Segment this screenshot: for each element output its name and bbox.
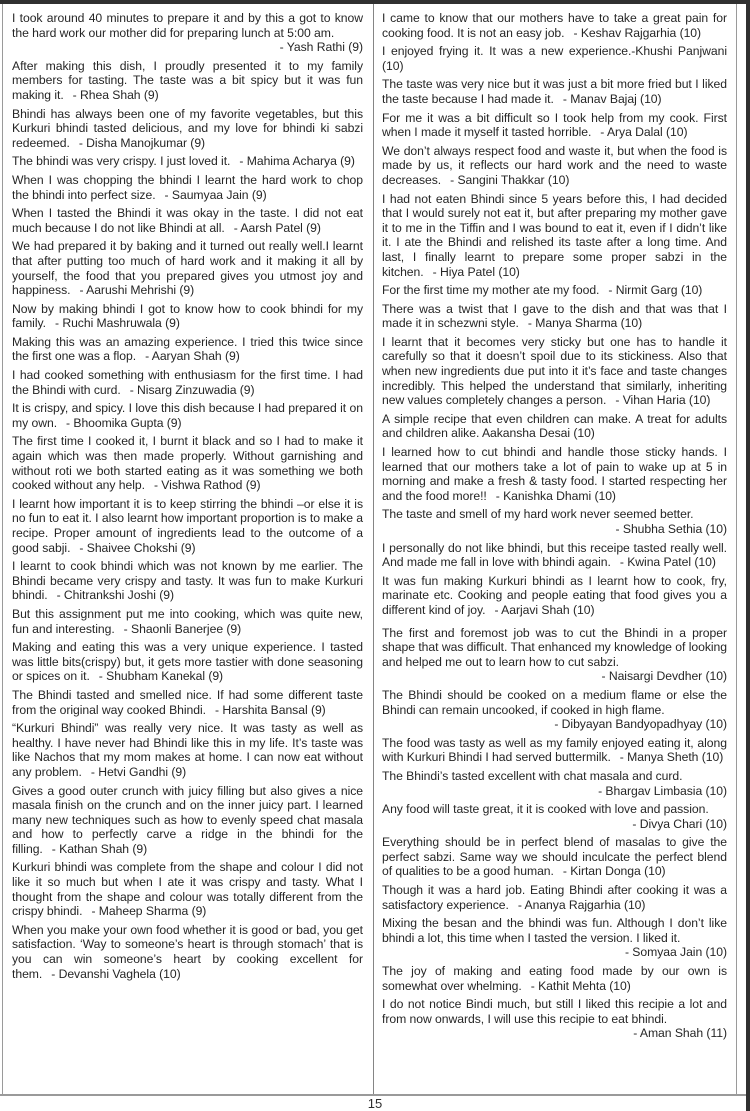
testimonial-attribution: - Maheep Sharma (9) — [91, 904, 207, 919]
testimonial-text: When I was chopping the bhindi I learnt the hard work to chop the bhindi into perfect size. — [12, 172, 363, 202]
testimonial-text: I learnt to cook bhindi which was not known by me earlier. The Bhindi became very crispy and tasty. It was fun to make Kurkuri bhindi. — [12, 559, 363, 603]
testimonial-attribution: - Chitrankshi Joshi (9) — [56, 588, 174, 603]
testimonial-text: Making and eating this was a very unique experience. I tasted was little bits(crispy) but, it gets more tastier with done seasoning or spices on it. — [12, 640, 363, 684]
testimonial-text: “Kurkuri Bhindi” was really very nice. It was tasty as well as healthy. I have never had Bhindi like this in my life. It’s taste was like Nachos that my mom makes at home. I can now eat without any problem. — [12, 721, 363, 779]
testimonial-paragraph — [12, 640, 363, 684]
testimonial-text: Gives a good outer crunch with juicy filling but also gives a nice masala finish on the crunch and on the inner juicy part. I learned many new techniques such as how to evenly speed chat masala and how to perfectly carve a ridge in the bhindi for the filling. — [12, 783, 363, 856]
testimonial-paragraph — [382, 283, 727, 298]
testimonial-paragraph — [382, 964, 727, 993]
testimonial-attribution: - Shaivee Chokshi (9) — [79, 540, 196, 555]
testimonial-paragraph — [12, 11, 363, 55]
testimonial-paragraph — [382, 412, 727, 441]
testimonial-attribution: - Aaryan Shah (9) — [145, 349, 240, 364]
testimonial-paragraph — [12, 173, 363, 202]
testimonial-attribution: - Aarsh Patel (9) — [233, 220, 321, 235]
testimonial-paragraph — [12, 721, 363, 779]
testimonial-text: The food was tasty as well as my family enjoyed eating it, along with Kurkuri Bhindi I had served buttermilk. — [382, 735, 727, 765]
testimonial-paragraph — [382, 626, 727, 684]
testimonial-attribution: - Vihan Haria (10) — [615, 393, 711, 408]
testimonial-text: After making this dish, I proudly presented it to my family members for tasting. The taste was a bit spicy but it was fun making it. — [12, 58, 363, 102]
testimonial-paragraph — [382, 445, 727, 503]
testimonial-text: A simple recipe that even children can make. A treat for adults and children alike. Aakansha Desai (10) — [382, 411, 727, 441]
testimonial-text: Everything should be in perfect blend of masalas to give the perfect sabzi. Same way we should inculcate the perfect blend of qualities to be a good human. — [382, 835, 727, 879]
testimonial-text: I enjoyed frying it. It was a new experience.-Khushi Panjwani (10) — [382, 44, 727, 73]
testimonial-attribution: - Kathan Shah (9) — [51, 841, 148, 856]
testimonial-paragraph — [12, 434, 363, 492]
testimonial-attribution: - Kanishka Dhami (10) — [495, 488, 616, 503]
testimonial-paragraph — [382, 144, 727, 188]
page-right-edge — [746, 0, 750, 1111]
testimonial-paragraph — [382, 835, 727, 879]
testimonial-attribution: - Aman Shah (11) — [633, 1026, 727, 1041]
testimonial-text: For the first time my mother ate my food. — [382, 283, 600, 298]
testimonial-text: The Bhindi should be cooked on a medium flame or else the Bhindi can remain uncooked, if cooked in high flame. — [382, 687, 727, 717]
testimonial-text: I learnt that it becomes very sticky but one has to handle it carefully so that it doesn’t spoil due to its stickiness. Also that when new ingredients due put into it it’s face and taste changes incredibly. This helped the understand that similarly, inheriting new values completely changes a person. — [382, 334, 727, 408]
testimonial-attribution: - Rhea Shah (9) — [72, 87, 159, 102]
testimonial-paragraph — [382, 335, 727, 408]
testimonial-attribution: - Hetvi Gandhi (9) — [90, 764, 187, 779]
testimonial-attribution: - Yash Rathi (9) — [279, 40, 363, 55]
testimonial-text: But this assignment put me into cooking, which was quite new, fun and interesting. — [12, 606, 363, 636]
testimonial-attribution: - Hiya Patel (10) — [432, 264, 520, 279]
testimonial-paragraph — [12, 107, 363, 151]
testimonial-text: I do not notice Bindi much, but still I liked this recipie a lot and from now onwards, I will use this recipie to eat bhindi. — [382, 997, 727, 1026]
testimonial-text: We don’t always respect food and waste it, but when the food is made by us, it reflects our hard work and the need to waste decreases. — [382, 143, 727, 187]
testimonial-attribution: - Bhoomika Gupta (9) — [66, 415, 182, 430]
testimonial-attribution: - Devanshi Vaghela (10) — [51, 966, 181, 981]
testimonial-paragraph — [382, 541, 727, 570]
testimonial-text: The Bhindi’s tasted excellent with chat masala and curd. — [382, 768, 683, 783]
testimonial-text: There was a twist that I gave to the dish and that was that I made it in schezwni style. — [382, 301, 727, 331]
testimonial-paragraph — [12, 559, 363, 603]
testimonial-paragraph — [382, 574, 727, 618]
testimonial-attribution: - Kirtan Donga (10) — [562, 864, 666, 879]
testimonial-text: Any food will taste great, it it is cooked with love and passion. — [382, 802, 709, 817]
testimonial-paragraph — [382, 997, 727, 1041]
testimonial-text: When you make your own food whether it is good or bad, you get satisfaction. ‘Way to someone’s heart is through stomach’ that is you can win someone’s heart by cooking excellent for them. — [12, 922, 363, 981]
testimonial-attribution: - Dibyayan Bandyopadhyay (10) — [554, 717, 727, 732]
testimonial-paragraph — [12, 206, 363, 235]
testimonial-paragraph — [382, 736, 727, 765]
testimonial-attribution: - Mahima Acharya (9) — [239, 154, 355, 169]
testimonial-text: I came to know that our mothers have to take a great pain for cooking food. It is not an easy job. — [382, 11, 727, 40]
testimonial-attribution: - Somyaa Jain (10) — [624, 945, 727, 960]
testimonial-paragraph — [382, 111, 727, 140]
testimonial-paragraph — [12, 302, 363, 331]
testimonial-text: Bhindi has always been one of my favorite vegetables, but this Kurkuri bhindi tasted delicious, and my love for bhindi ki sabzi redeemed. — [12, 106, 363, 150]
testimonial-text: For me it was a bit difficult so I took help from my cook. First when I made it myself it tasted horrible. — [382, 110, 727, 140]
testimonial-paragraph — [12, 335, 363, 364]
testimonial-paragraph — [382, 77, 727, 106]
testimonial-attribution: - Aarushi Mehrishi (9) — [79, 283, 195, 298]
testimonial-text: The taste was very nice but it was just a bit more fried but I liked the taste because I had made it. — [382, 77, 727, 106]
testimonial-attribution: - Naisargi Devdher (10) — [601, 669, 727, 684]
testimonial-text: I had cooked something with enthusiasm for the first time. I had the Bhindi with curd. — [12, 368, 363, 397]
testimonial-text: When I tasted the Bhindi it was okay in the taste. I did not eat much because I do not like Bhindi at all. — [12, 206, 363, 235]
testimonial-attribution: - Nisarg Zinzuwadia (9) — [129, 382, 255, 397]
testimonial-attribution: - Shubham Kanekal (9) — [98, 669, 224, 684]
testimonial-paragraph — [382, 44, 727, 73]
testimonial-text: Kurkuri bhindi was complete from the shape and colour I did not like it so much but when I ate it was crispy and tasty. What I thought from the shape and colour was totally different from the crispy bhindi. — [12, 860, 363, 919]
testimonial-text: We had prepared it by baking and it turned out really well.I learnt that after putting too much of hard work and it making it all by yourself, the food that you prepared gives you utmost joy and happiness. — [12, 239, 363, 298]
testimonial-paragraph — [12, 59, 363, 103]
testimonial-paragraph — [12, 497, 363, 555]
testimonial-attribution: - Manya Sheth (10) — [619, 750, 724, 765]
testimonial-paragraph — [382, 916, 727, 960]
testimonial-attribution: - Ruchi Mashruwala (9) — [54, 316, 180, 331]
testimonial-text: Though it was a hard job. Eating Bhindi after cooking it was a satisfactory experience. — [382, 883, 727, 912]
testimonial-paragraph — [382, 688, 727, 732]
testimonial-text: It is crispy, and spicy. I love this dish because I had prepared it on my own. — [12, 401, 363, 430]
testimonial-text: Mixing the besan and the bhindi was fun. Although I don’t like bhindi a lot, this time when I tasted the version. I liked it. — [382, 916, 727, 945]
testimonial-paragraph — [382, 11, 727, 40]
testimonial-paragraph — [382, 302, 727, 331]
page-top-edge — [0, 0, 750, 4]
page-number: 15 — [367, 1096, 383, 1111]
testimonial-attribution: - Shaonli Banerjee (9) — [123, 621, 242, 636]
testimonial-text: Now by making bhindi I got to know how to cook bhindi for my family. — [12, 301, 363, 331]
testimonial-paragraph — [12, 239, 363, 297]
testimonial-attribution: - Kathit Mehta (10) — [530, 978, 631, 993]
testimonial-text: Making this was an amazing experience. I tried this twice since the first one was a flop. — [12, 334, 363, 364]
testimonial-paragraph — [12, 368, 363, 397]
testimonial-attribution: - Nirmit Garg (10) — [608, 283, 703, 298]
testimonial-attribution: - Keshav Rajgarhia (10) — [573, 25, 702, 40]
testimonial-attribution: - Ananya Rajgarhia (10) — [517, 897, 646, 912]
testimonial-paragraph — [12, 784, 363, 857]
testimonial-paragraph — [12, 154, 363, 169]
testimonial-text: I had not eaten Bhindi since 5 years before this, I had decided that I would surely not eat it, but after preparing my mother gave it to me in the Tiffin and I was bound to eat it, even if I didn’t like it. I ate the Bhindi and relished its taste after a long time. And last, I finally learnt to prepare some proper sabzi in the kitchen. — [382, 191, 727, 279]
testimonial-attribution: - Sangini Thakkar (10) — [450, 172, 570, 187]
testimonial-text: The joy of making and eating food made by our own is somewhat over whelming. — [382, 964, 727, 993]
testimonials-content — [2, 4, 737, 1094]
testimonial-attribution: - Aarjavi Shah (10) — [494, 602, 595, 617]
testimonial-attribution: - Manya Sharma (10) — [527, 316, 643, 331]
testimonial-attribution: - Kwina Patel (10) — [619, 555, 716, 570]
testimonial-attribution: - Vishwa Rathod (9) — [153, 478, 261, 493]
testimonial-text: I learnt how important it is to keep stirring the bhindi –or else it is no fun to eat it. I also learnt how important proportion is to make a recipe. Proper amount of ingredients lead to the outcome of a good sabji. — [12, 496, 363, 555]
testimonial-paragraph — [382, 802, 727, 831]
testimonial-paragraph — [12, 923, 363, 981]
testimonial-text: The Bhindi tasted and smelled nice. If had some different taste from the original way cooked Bhindi. — [12, 687, 363, 717]
testimonial-attribution: - Saumyaa Jain (9) — [164, 187, 267, 202]
testimonial-text: I personally do not like bhindi, but this receipe tasted really well. And made me fall in love with bhindi again. — [382, 540, 727, 570]
testimonial-attribution: - Shubha Sethia (10) — [615, 522, 727, 536]
testimonial-paragraph — [12, 607, 363, 636]
testimonial-paragraph — [12, 860, 363, 918]
testimonial-paragraph — [12, 688, 363, 717]
testimonial-attribution: - Harshita Bansal (9) — [214, 702, 326, 717]
testimonial-paragraph — [382, 507, 727, 536]
testimonial-attribution: - Manav Bajaj (10) — [562, 91, 662, 106]
testimonial-attribution: - Disha Manojkumar (9) — [78, 135, 206, 150]
testimonial-paragraph — [12, 401, 363, 430]
testimonial-paragraph — [382, 192, 727, 280]
testimonial-text: The first time I cooked it, I burnt it black and so I had to make it again which was then made properly. Without garnishing and without roti we both started eating as it was something we both cooked without any help. — [12, 434, 363, 493]
testimonial-paragraph — [382, 883, 727, 912]
testimonial-text: The bhindi was very crispy. I just loved it. — [12, 154, 231, 169]
testimonial-paragraph — [382, 769, 727, 798]
testimonial-attribution: - Divya Chari (10) — [632, 816, 727, 831]
testimonial-attribution: - Bhargav Limbasia (10) — [598, 783, 727, 798]
testimonial-text: I took around 40 minutes to prepare it and by this a got to know the hard work our mother did for preparing lunch at 5:00 am. — [12, 11, 363, 40]
right-column — [374, 4, 736, 1094]
testimonial-text: I learned how to cut bhindi and handle those sticky hands. I learned that our mothers take a lot of pain to wake up at 5 in morning and make a fresh & tasty food. I started respecting her and the food more!! — [382, 445, 727, 503]
testimonial-text: It was fun making Kurkuri bhindi as I learnt how to cook, fry, marinate etc. Cooking and people eating that food gives you a different kind of joy. — [382, 573, 727, 617]
testimonial-text: The first and foremost job was to cut the Bhindi in a proper shape that was difficult. That enhanced my knowledge of looking and helped me out to learn how to cut sabzi. — [382, 625, 727, 669]
testimonial-attribution: - Arya Dalal (10) — [600, 125, 688, 140]
left-column — [3, 4, 373, 1094]
testimonial-text: The taste and smell of my hard work never seemed better. — [382, 507, 694, 522]
